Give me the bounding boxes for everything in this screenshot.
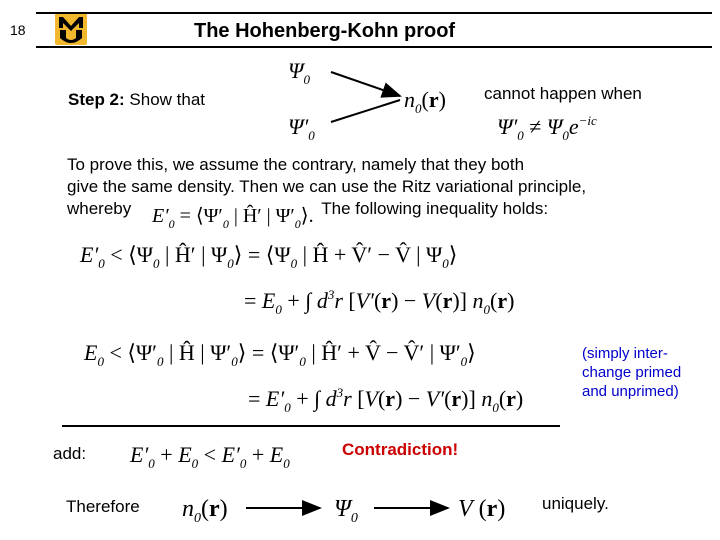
- side-note-line-1: (simply inter-: [582, 345, 668, 362]
- svg-text:E′0 < ⟨Ψ0 | Ĥ′ | Ψ0⟩ = ⟨Ψ0 | Ĥ: $E'_0$ < $⟨\Psi_0$ | Ĥ′ | $\Psi_0⟩$ = $⟨\Psi_0$ | Ĥ + V̂′ − V̂ | $\Psi_0⟩$: [80, 242, 458, 271]
- inequality-intro: The following inequality holds:: [321, 199, 549, 218]
- arrow-lower: [331, 100, 400, 122]
- page-number: 18: [10, 22, 26, 38]
- psi0-term: $\Psi_0$: [288, 58, 310, 87]
- svg-text:Ψ0: $\Psi_0$: [334, 496, 358, 526]
- svg-text:E′0 = ⟨Ψ′0 | Ĥ′ | Ψ′0⟩.: $E'_0$ = $⟨\Psi'_0$ | Ĥ′ | $\Psi'_0⟩$.: [152, 205, 314, 231]
- therefore-chain: [182, 496, 505, 526]
- svg-text:E′0 + E0 < E′0 + E0: $E'_0 + E_0 < E'_0 + E_0$: [130, 442, 290, 471]
- add-label: add:: [53, 444, 87, 463]
- proof-paragraph: [67, 154, 586, 220]
- step-label: Step 2:: [68, 90, 125, 109]
- condition-term: $\Psi'_0 \ne \Psi_0e^{-ic}$: [497, 113, 597, 143]
- cannot-happen-text: cannot happen when: [484, 84, 642, 103]
- whereby-label: whereby: [67, 199, 132, 218]
- side-note: [582, 344, 681, 401]
- psi0-prime-term: $\Psi'_0$: [288, 114, 315, 143]
- inequality-1: [79, 242, 514, 317]
- svg-text:V (r): V (r): [458, 496, 506, 522]
- side-note-line-3: and unprimed): [582, 383, 679, 400]
- paragraph-line-1: To prove this, we assume the contrary, namely that they both: [67, 155, 525, 174]
- svg-text:n0(r): $n_0(r)$: [182, 496, 228, 526]
- step-text: Show that: [124, 90, 206, 109]
- sum-inequality: [129, 442, 290, 471]
- density-n0-term: $n_0(r)$: [404, 87, 446, 116]
- svg-text:= E′0 + ∫ d3r [V(r) − V′(r)] n: = $E'_0$ + ∫ $d^3r$ [V(r) − V′(r)] $n_0(r)$: [248, 385, 524, 415]
- paragraph-line-3: [67, 198, 586, 220]
- uniquely-label: uniquely.: [542, 494, 609, 513]
- therefore-label: Therefore: [66, 497, 140, 516]
- slide-title: The Hohenberg-Kohn proof: [194, 20, 456, 42]
- side-note-line-2: change primed: [582, 364, 682, 381]
- svg-text:= E0 + ∫ d3r [V′(r) − V(r)] n0: = $E_0$ + ∫ $d^3r$ [V′(r) − V(r)] $n_0(r)$: [244, 287, 515, 317]
- inequality-2: [83, 340, 523, 415]
- svg-text:E0 < ⟨Ψ′0 | Ĥ | Ψ′0⟩ = ⟨Ψ′0 |: $E_0$ < $⟨\Psi'_0$ | Ĥ | $\Psi'_0⟩$ = $⟨\Psi'_0$ | Ĥ′ + V̂ − V̂′ | $\Psi'_0⟩$: [84, 340, 476, 369]
- separator-line: [62, 425, 560, 427]
- contradiction-label: Contradiction!: [342, 440, 459, 459]
- paragraph-line-2: give the same density. Then we can use the Ritz variational principle,: [67, 177, 587, 196]
- arrow-upper: [331, 72, 400, 96]
